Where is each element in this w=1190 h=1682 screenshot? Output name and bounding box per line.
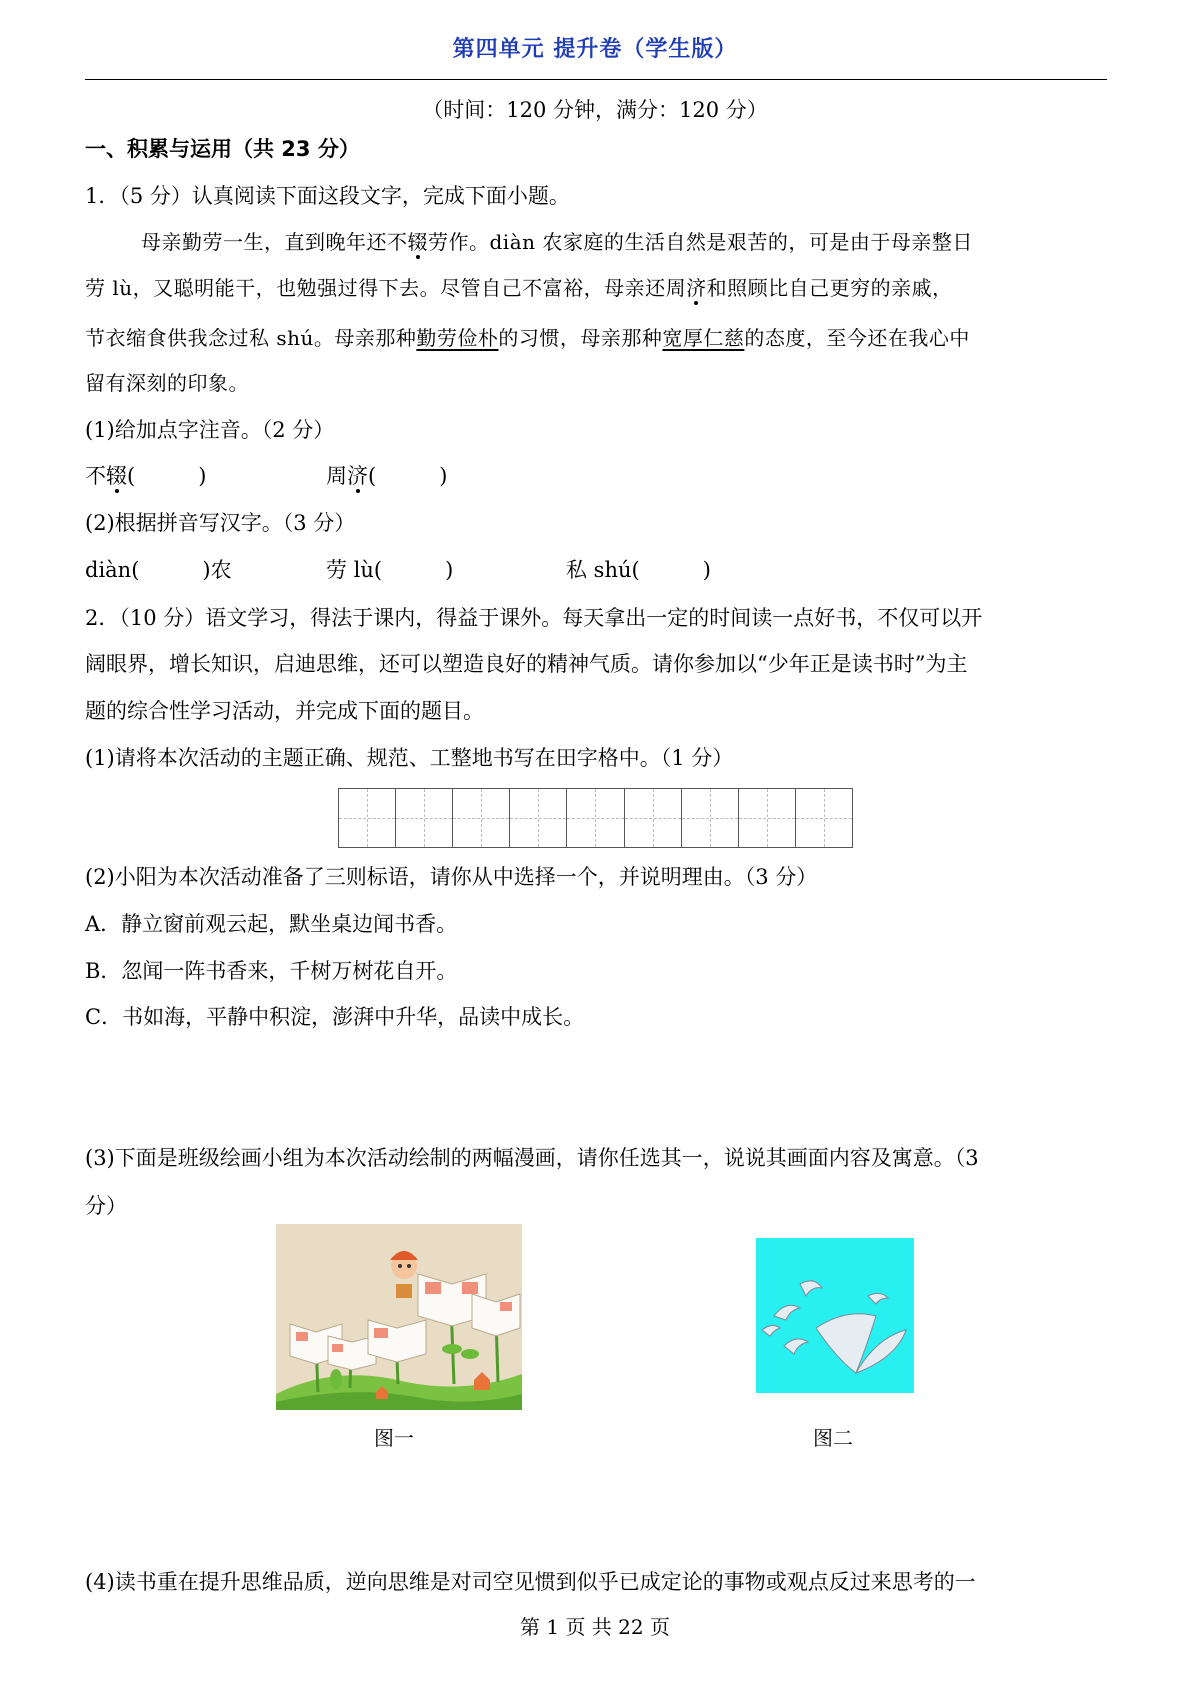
dotted-char: 辍: [106, 464, 127, 488]
q2-sub4: (4)读书重在提升思维品质，逆向思维是对司空见惯到似乎已成定论的事物或观点反过来思考的一: [85, 1570, 976, 1594]
q2-stem-line-2: 阔眼界，增长知识，启迪思维，还可以塑造良好的精神气质。请你参加以“少年正是读书时”为主: [85, 652, 968, 676]
q1-stem: 1．（5 分）认真阅读下面这段文字，完成下面小题。: [85, 184, 570, 208]
grid-cell[interactable]: [510, 789, 567, 847]
figure-2-caption: 图二: [813, 1426, 853, 1450]
dotted-char: 济: [347, 464, 368, 488]
q1-sub1: (1)给加点字注音。（2 分）: [85, 418, 335, 442]
cartoon-books-garden-image: [276, 1224, 522, 1410]
q2-sub3-line-2: 分）: [85, 1194, 127, 1218]
q1-passage-line-3: 节衣缩食供我念过私 shú。母亲那种勤劳俭朴的习惯，母亲那种宽厚仁慈的态度，至今还在我心中: [85, 326, 970, 350]
flying-book-image: [756, 1238, 914, 1393]
q1-passage-line-2: 劳 lù，又聪明能干，也勉强过得下去。尽管自己不富裕，母亲还周济和照顾比自己更穷的亲戚，: [85, 276, 953, 300]
grid-cell[interactable]: [396, 789, 453, 847]
q2-sub3-line-1: (3)下面是班级绘画小组为本次活动绘制的两幅漫画，请你任选其一，说说其画面内容及寓意。（3: [85, 1146, 979, 1170]
dotted-char: 济: [686, 276, 707, 300]
q2-option-b: B．忽闻一阵书香来，千树万树花自开。: [85, 959, 458, 983]
exam-time-info: （时间：120 分钟，满分：120 分）: [422, 98, 768, 122]
grid-cell[interactable]: [739, 789, 796, 847]
q2-option-c: C．书如海，平静中积淀，澎湃中升华，品读中成长。: [85, 1005, 585, 1029]
answer-blank[interactable]: ( ): [368, 464, 448, 488]
grid-cell[interactable]: [682, 789, 739, 847]
page-title: 第四单元 提升卷（学生版）: [452, 37, 738, 62]
q2-option-a: A．静立窗前观云起，默坐桌边闻书香。: [85, 912, 458, 936]
q1-sub1-answer-b: 周济( ): [326, 464, 448, 488]
header-rule: [85, 79, 1107, 80]
q1-passage-line-4: 留有深刻的印象。: [85, 371, 249, 395]
grid-cell[interactable]: [453, 789, 510, 847]
dotted-char: 辍: [407, 230, 428, 254]
grid-cell[interactable]: [796, 789, 852, 847]
grid-cell[interactable]: [625, 789, 682, 847]
q1-sub2-answer-c[interactable]: 私 shú( ): [566, 558, 711, 582]
q2-stem-line-3: 题的综合性学习活动，并完成下面的题目。: [85, 699, 484, 723]
grid-cell[interactable]: [339, 789, 396, 847]
q2-sub1: (1)请将本次活动的主题正确、规范、工整地书写在田字格中。（1 分）: [85, 746, 734, 770]
q2-stem-line-1: 2．（10 分）语文学习，得法于课内，得益于课外。每天拿出一定的时间读一点好书，不仅可以开: [85, 606, 983, 630]
q1-passage-line-1: 母亲勤劳一生，直到晚年还不辍劳作。diàn 农家庭的生活自然是艰苦的，可是由于母亲整日: [141, 230, 973, 254]
underlined-phrase: 宽厚仁慈: [662, 326, 745, 350]
tian-zi-grid[interactable]: [338, 788, 853, 848]
underlined-phrase: 勤劳俭朴: [416, 326, 499, 350]
q1-sub2-answer-a[interactable]: diàn( )农: [85, 558, 232, 582]
grid-cell[interactable]: [567, 789, 624, 847]
answer-blank[interactable]: ( ): [127, 464, 207, 488]
page-number: 第 1 页 共 22 页: [520, 1615, 670, 1639]
q1-sub2: (2)根据拼音写汉字。（3 分）: [85, 511, 356, 535]
figure-1-caption: 图一: [374, 1426, 414, 1450]
q2-sub2: (2)小阳为本次活动准备了三则标语，请你从中选择一个，并说明理由。（3 分）: [85, 865, 818, 889]
q1-sub2-answer-b[interactable]: 劳 lù( ): [326, 558, 454, 582]
q1-sub1-answer-a: 不辍( ): [85, 464, 207, 488]
section-heading: 一、积累与运用（共 23 分）: [85, 137, 360, 161]
